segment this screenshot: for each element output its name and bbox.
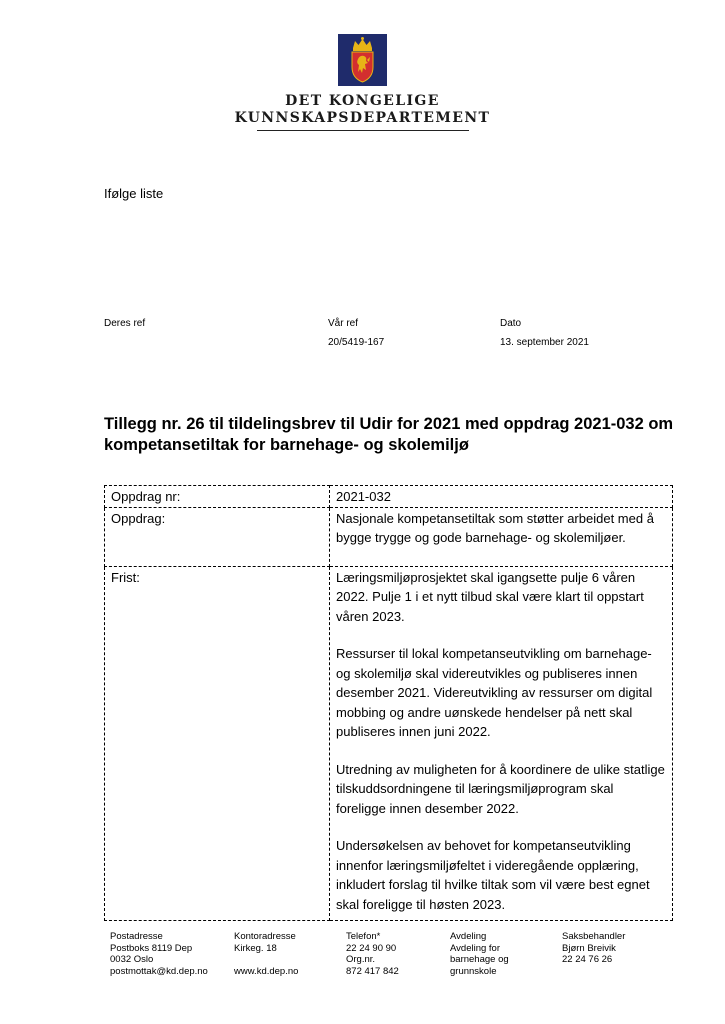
assignment-table (104, 485, 673, 921)
footer-line: grunnskole (450, 965, 497, 977)
footer-line (234, 954, 298, 966)
footer-line: 0032 Oslo (110, 954, 154, 965)
letter-title: Tillegg nr. 26 til tildelingsbrev til Udir for 2021 med oppdrag 2021-032 om kompetansetiltak for barnehage- og skolemiljø (104, 415, 674, 454)
footer-avdeling (450, 931, 509, 977)
frist-paragraph: Utredning av muligheten for å koordinere de ulike statlige tilskuddsordningene til læringsmiljøprogram skal foreligge innen desember 2022. (336, 761, 665, 816)
footer-heading: Kontoradresse (234, 931, 296, 942)
ministry-name-line2: KUNNSKAPSDEPARTEMENT (234, 110, 491, 126)
deres-ref (104, 318, 145, 337)
frist-paragraph: Undersøkelsen av behovet for kompetanseutvikling innenfor læringsmiljøfeltet i videregående opplæring, inkludert forslag til hvilke tiltak som vil være best egnet skal foreligge til høsten 2023. (336, 838, 650, 912)
footer-email: postmottak@kd.dep.no (110, 965, 208, 977)
footer-line: 22 24 90 90 (346, 942, 397, 954)
oppdrag-nr-label: Oppdrag nr: (105, 486, 330, 508)
footer-line: Kirkeg. 18 (234, 942, 277, 954)
frist-label: Frist: (105, 566, 330, 921)
deres-ref-label: Deres ref (104, 318, 146, 329)
dato (500, 318, 589, 349)
oppdrag-label: Oppdrag: (105, 507, 330, 566)
dato-value: 13. september 2021 (500, 337, 589, 348)
footer-heading: Avdeling (450, 931, 487, 942)
frist-paragraph: Læringsmiljøprosjektet skal igangsette pulje 6 våren 2022. Pulje 1 i et nytt tilbud skal være klart til oppstart våren 2023. (336, 569, 644, 624)
table-row (105, 486, 673, 508)
footer-heading: Saksbehandler (562, 931, 626, 942)
crown-lion-coat-of-arms-icon (338, 34, 387, 86)
footer-saksbehandler (562, 931, 625, 966)
oppdrag-nr-value: 2021-032 (330, 486, 673, 508)
footer-website: www.kd.dep.no (234, 965, 299, 977)
footer-line: Postboks 8119 Dep (110, 942, 193, 954)
letterhead (0, 34, 725, 131)
footer-line: Avdeling for (450, 942, 500, 954)
var-ref-label: Vår ref (328, 318, 359, 329)
footer-kontoradresse (234, 931, 298, 977)
dato-label: Dato (500, 318, 522, 329)
footer-postadresse (110, 931, 208, 977)
frist-paragraph: Ressurser til lokal kompetanseutvikling om barnehage- og skolemiljø skal videreutvikles og publiseres innen desember 2021. Videreutvikling av ressurser om digital mobbing og andre uønskede hendelser på nett skal publiseres innen juni 2022. (336, 646, 653, 739)
oppdrag-value (330, 507, 673, 566)
footer-line: 22 24 76 26 (562, 954, 613, 965)
footer-heading: Postadresse (110, 931, 163, 942)
recipient: Ifølge liste (104, 186, 164, 201)
ministry-name-line1: DET KONGELIGE (285, 93, 440, 109)
var-ref-value: 20/5419-167 (328, 337, 385, 348)
footer-line: 872 417 842 (346, 965, 399, 977)
footer-line: Bjørn Breivik (562, 942, 616, 954)
var-ref (328, 318, 384, 349)
oppdrag-text: Nasjonale kompetansetiltak som støtter arbeidet med å bygge trygge og gode barnehage- og skolemiljøer. (336, 510, 654, 545)
table-row (105, 507, 673, 566)
footer-line: Org.nr. (346, 954, 376, 965)
table-row (105, 566, 673, 921)
letterhead-divider (257, 130, 469, 131)
footer-heading: Telefon* (346, 931, 381, 942)
frist-value (330, 566, 673, 921)
footer-telefon (346, 931, 399, 977)
footer-line: barnehage og (450, 954, 509, 965)
